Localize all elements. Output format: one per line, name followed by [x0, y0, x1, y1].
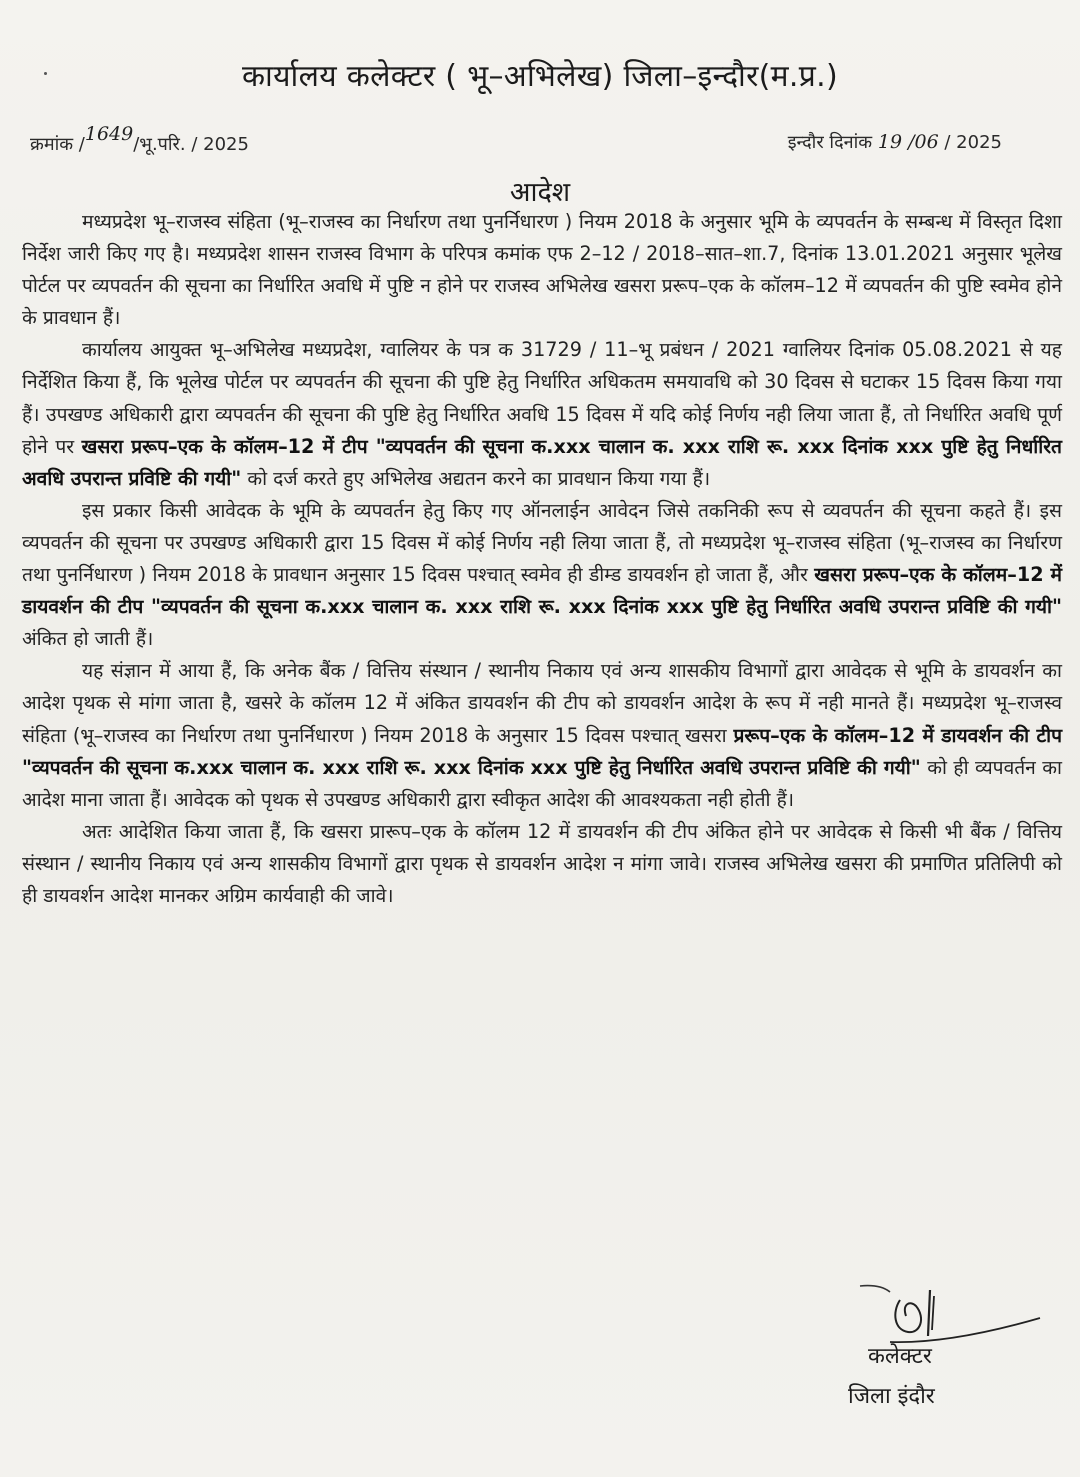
paragraph-2-text-a: कार्यालय आयुक्त भू–अभिलेख मध्यप्रदेश, ग्वालियर के पत्र क 31729 / 11–भू प्रबंधन / 2021 ग्वालियर दिनांक 05.08.2021 से यह निर्देशित किया हैं, कि भूलेख पोर्टल पर व्यपवर्तन की सूचना की पुष्टि हेतु निर्धारित अधिकतम समयावधि को 30 दिवस से घटाकर 15 दिवस किया गया हैं। उपखण्ड अधिकारी द्वारा व्यपवर्तन की सूचना की पुष्टि हेतु निर्धारित अवधि 15 दिवस में यदि कोई निर्णय नही लिया जाता हैं, तो निर्धारित अवधि पूर्ण होने पर	[22, 338, 1062, 458]
paragraph-4-text-b: को ही व्यपवर्तन का आदेश माना जाता हैं। आवेदक को पृथक से उपखण्ड अधिकारी द्वारा स्वीकृत आदेश की आवश्यकता नही होती हैं।	[22, 755, 1062, 811]
date-prefix: इन्दौर दिनांक	[787, 132, 873, 153]
reference-number	[30, 123, 249, 156]
paragraph-4	[22, 655, 1062, 815]
reference-suffix: /भू.परि. / 2025	[133, 134, 249, 155]
paragraph-3	[22, 495, 1062, 655]
order-heading: आदेश	[509, 177, 571, 208]
paragraph-2	[22, 334, 1062, 494]
office-title: कार्यालय कलेक्टर ( भू–अभिलेख) जिला–इन्दौर(म.प्र.)	[242, 59, 838, 94]
issue-date	[788, 130, 1002, 154]
paragraph-1: मध्यप्रदेश भू–राजस्व संहिता (भू–राजस्व का निर्धारण तथा पुनर्निधारण ) नियम 2018 के अनुसार भूमि के व्यपवर्तन के सम्बन्ध में विस्तृत दिशा निर्देश जारी किए गए है। मध्यप्रदेश शासन राजस्व विभाग के परिपत्र कमांक एफ 2–12 / 2018–सात–शा.7, दिनांक 13.01.2021 अनुसार भूलेख पोर्टल पर व्यपवर्तन की सूचना का निर्धारित अवधि में पुष्टि न होने पर राजस्व अभिलेख खसरा प्ररूप–एक के कॉलम–12 में व्यपवर्तन की पुष्टि स्वमेव होने के प्रावधान हैं।	[22, 210, 1062, 330]
paragraph-2-bold: खसरा प्ररूप–एक के कॉलम–12 में टीप "व्यपवर्तन की सूचना क.xxx चालान क. xxx राशि रू. xxx दिनांक xxx पुष्टि हेतु निर्धारित अवधि उपरान्त प्रविष्टि की गयी"	[22, 434, 1062, 490]
paragraph-4-bold: प्ररूप–एक के कॉलम–12 में डायवर्शन की टीप "व्यपवर्तन की सूचना क.xxx चालान क. xxx राशि रू. xxx दिनांक xxx पुष्टि हेतु निर्धारित अवधि उपरान्त प्रविष्टि की गयी"	[22, 723, 1062, 779]
order-body	[22, 206, 1062, 912]
paragraph-2-text-b: को दर्ज करते हुए अभिलेख अद्यतन करने का प्रावधान किया गया हैं।	[247, 466, 711, 490]
reference-prefix: क्रमांक /	[30, 134, 85, 155]
paragraph-3-bold: खसरा प्ररूप–एक के कॉलम–12 में डायवर्शन की टीप "व्यपवर्तन की सूचना क.xxx चालान क. xxx राशि रू. xxx दिनांक xxx पुष्टि हेतु निर्धारित अवधि उपरान्त प्रविष्टि की गयी"	[22, 563, 1062, 619]
signatory-title: कलेक्टर	[868, 1344, 932, 1369]
paragraph-3-text-a: इस प्रकार किसी आवेदक के भूमि के व्यपवर्तन हेतु किए गए ऑनलाईन आवेदन जिसे तकनिकी रूप से व्यवपर्तन की सूचना कहते हैं। इस व्यपवर्तन की सूचना पर उपखण्ड अधिकारी द्वारा 15 दिवस में कोई निर्णय नही लिया जाता हैं, तो मध्यप्रदेश भू–राजस्व संहिता (भू–राजस्व का निर्धारण तथा पुनर्निधारण ) नियम 2018 के प्रावधान अनुसार 15 दिवस पश्चात् स्वमेव ही डीम्ड डायवर्शन हो जाता हैं, और	[22, 498, 1062, 587]
date-handwritten: 19 /06	[877, 131, 939, 153]
reference-handwritten-number: 1649	[84, 123, 134, 145]
signatory-district: जिला इंदौर	[848, 1384, 935, 1409]
date-year: / 2025	[944, 132, 1002, 153]
paragraph-4-text-a: यह संज्ञान में आया हैं, कि अनेक बैंक / वित्तिय संस्थान / स्थानीय निकाय एवं अन्य शासकीय विभागों द्वारा आवेदक से भूमि के डायवर्शन का आदेश पृथक से मांगा जाता है, खसरे के कॉलम 12 में अंकित डायवर्शन की टीप को डायवर्शन आदेश के रूप में नही मानते हैं। मध्यप्रदेश भू–राजस्व संहिता (भू–राजस्व का निर्धारण तथा पुनर्निधारण ) नियम 2018 के अनुसार 15 दिवस पश्चात् खसरा	[22, 659, 1062, 747]
paragraph-5: अतः आदेशित किया जाता हैं, कि खसरा प्रारूप–एक के कॉलम 12 में डायवर्शन की टीप अंकित होने पर आवेदक से किसी भी बैंक / वित्तिय संस्थान / स्थानीय निकाय एवं अन्य शासकीय विभागों द्वारा पृथक से डायवर्शन आदेश न मांगा जावे। राजस्व अभिलेख खसरा की प्रमाणित प्रतिलिपी को ही डायवर्शन आदेश मानकर अग्रिम कार्यवाही की जावे।	[22, 819, 1062, 907]
paragraph-3-text-b: अंकित हो जाती हैं।	[22, 627, 154, 651]
